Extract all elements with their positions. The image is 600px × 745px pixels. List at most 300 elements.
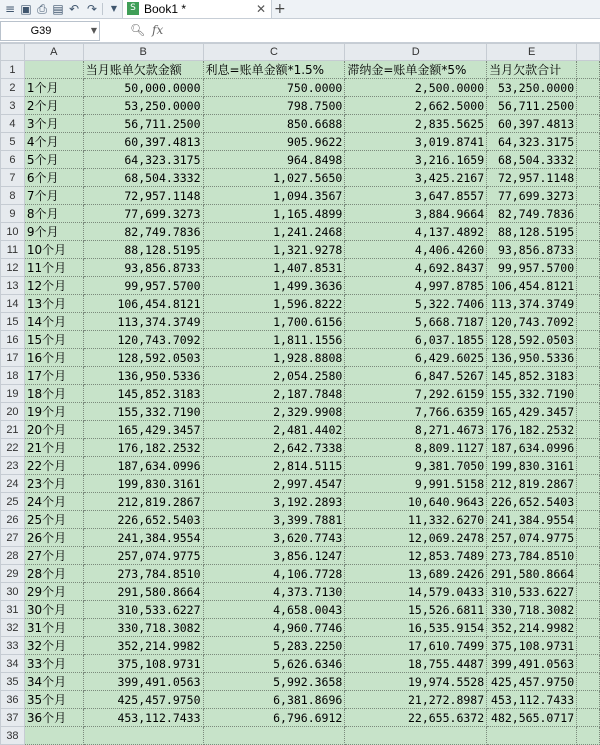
spreadsheet-grid[interactable] (0, 43, 600, 742)
cell-e[interactable]: 291,580.8664 (487, 565, 577, 583)
row-header[interactable]: 6 (1, 151, 25, 169)
cell-d[interactable]: 15,526.6811 (345, 601, 487, 619)
cell-e[interactable]: 60,397.4813 (487, 115, 577, 133)
cell-f[interactable] (577, 691, 600, 709)
cell-d[interactable]: 9,381.7050 (345, 457, 487, 475)
cell-e[interactable]: 145,852.3183 (487, 367, 577, 385)
cell-b[interactable]: 93,856.8733 (83, 259, 203, 277)
cell-a[interactable]: 34个月 (24, 673, 83, 691)
workbook-tab[interactable] (122, 0, 272, 18)
cell-c[interactable]: 6,796.6912 (203, 709, 345, 727)
table-row (1, 151, 600, 169)
cell-f[interactable] (577, 673, 600, 691)
cell-d[interactable]: 2,500.0000 (345, 79, 487, 97)
cell-c[interactable]: 2,329.9908 (203, 403, 345, 421)
cell-a[interactable]: 8个月 (24, 205, 83, 223)
cell-e[interactable]: 199,830.3161 (487, 457, 577, 475)
cell-f[interactable] (577, 187, 600, 205)
cell-f[interactable] (577, 241, 600, 259)
cell-b[interactable]: 136,950.5336 (83, 367, 203, 385)
cell-c[interactable] (203, 727, 345, 745)
row-header[interactable]: 28 (1, 547, 25, 565)
cell-f[interactable] (577, 205, 600, 223)
cell-f[interactable] (577, 313, 600, 331)
row-header[interactable]: 19 (1, 385, 25, 403)
row-header[interactable]: 18 (1, 367, 25, 385)
cell-d[interactable]: 11,332.6270 (345, 511, 487, 529)
cell-c[interactable]: 798.7500 (203, 97, 345, 115)
cell-d[interactable]: 12,853.7489 (345, 547, 487, 565)
cell-f[interactable] (577, 529, 600, 547)
row-header[interactable]: 23 (1, 457, 25, 475)
cell-b[interactable]: 310,533.6227 (83, 601, 203, 619)
cell-e[interactable]: 93,856.8733 (487, 241, 577, 259)
row-header[interactable]: 21 (1, 421, 25, 439)
cell-f[interactable] (577, 223, 600, 241)
cell-f[interactable] (577, 439, 600, 457)
cell-a[interactable]: 32个月 (24, 637, 83, 655)
cell-b[interactable]: 155,332.7190 (83, 403, 203, 421)
cell-f[interactable] (577, 385, 600, 403)
cell-d[interactable]: 4,406.4260 (345, 241, 487, 259)
cell-f[interactable] (577, 61, 600, 79)
cell-b[interactable]: 453,112.7433 (83, 709, 203, 727)
cell-a[interactable]: 9个月 (24, 223, 83, 241)
cell-a[interactable] (24, 61, 83, 79)
cell-f[interactable] (577, 457, 600, 475)
cell-d[interactable] (345, 727, 487, 745)
row-header[interactable]: 32 (1, 619, 25, 637)
select-all-corner[interactable] (1, 44, 25, 61)
cell-b[interactable]: 399,491.0563 (83, 673, 203, 691)
cell-a[interactable]: 22个月 (24, 457, 83, 475)
cell-b[interactable]: 64,323.3175 (83, 151, 203, 169)
cell-f[interactable] (577, 331, 600, 349)
cell-a[interactable] (24, 727, 83, 745)
cell-c[interactable]: 905.9622 (203, 133, 345, 151)
cell-e[interactable]: 453,112.7433 (487, 691, 577, 709)
redo-icon[interactable]: ↷ (86, 2, 98, 16)
cell-b[interactable]: 352,214.9982 (83, 637, 203, 655)
table-row (1, 673, 600, 691)
cell-c[interactable]: 1,321.9278 (203, 241, 345, 259)
cell-c[interactable]: 2,054.2580 (203, 367, 345, 385)
cell-e[interactable]: 187,634.0996 (487, 439, 577, 457)
cell-d[interactable]: 4,137.4892 (345, 223, 487, 241)
cell-d[interactable]: 3,216.1659 (345, 151, 487, 169)
cell-d[interactable]: 13,689.2426 (345, 565, 487, 583)
cell-b[interactable] (83, 727, 203, 745)
row-header[interactable]: 27 (1, 529, 25, 547)
row-header[interactable]: 4 (1, 115, 25, 133)
cell-e[interactable]: 120,743.7092 (487, 313, 577, 331)
cell-a[interactable]: 5个月 (24, 151, 83, 169)
row-header[interactable]: 17 (1, 349, 25, 367)
row-header[interactable]: 22 (1, 439, 25, 457)
cell-b[interactable]: 53,250.0000 (83, 97, 203, 115)
cell-c[interactable]: 750.0000 (203, 79, 345, 97)
cell-c[interactable]: 6,381.8696 (203, 691, 345, 709)
cell-e[interactable]: 77,699.3273 (487, 187, 577, 205)
cell-b[interactable]: 128,592.0503 (83, 349, 203, 367)
cell-c[interactable]: 5,992.3658 (203, 673, 345, 691)
cell-a[interactable]: 12个月 (24, 277, 83, 295)
cell-e[interactable]: 64,323.3175 (487, 133, 577, 151)
cell-d[interactable]: 4,997.8785 (345, 277, 487, 295)
cell-a[interactable]: 10个月 (24, 241, 83, 259)
cell-f[interactable] (577, 97, 600, 115)
cell-f[interactable] (577, 115, 600, 133)
new-tab-icon[interactable]: + (274, 1, 286, 17)
cell-d[interactable]: 17,610.7499 (345, 637, 487, 655)
cell-e[interactable]: 56,711.2500 (487, 97, 577, 115)
cell-e[interactable]: 53,250.0000 (487, 79, 577, 97)
row-header[interactable]: 20 (1, 403, 25, 421)
cell-c[interactable]: 850.6688 (203, 115, 345, 133)
cell-f[interactable] (577, 655, 600, 673)
table-row (1, 331, 600, 349)
cell-b[interactable]: 226,652.5403 (83, 511, 203, 529)
cell-a[interactable]: 27个月 (24, 547, 83, 565)
row-header[interactable]: 5 (1, 133, 25, 151)
row-header[interactable]: 13 (1, 277, 25, 295)
cell-a[interactable]: 11个月 (24, 259, 83, 277)
cell-b[interactable]: 187,634.0996 (83, 457, 203, 475)
cell-c[interactable]: 1,596.8222 (203, 295, 345, 313)
cell-e[interactable]: 165,429.3457 (487, 403, 577, 421)
cell-d[interactable]: 5,668.7187 (345, 313, 487, 331)
column-header-c[interactable]: C (203, 44, 345, 61)
cell-c[interactable]: 2,642.7338 (203, 439, 345, 457)
cell-c[interactable]: 2,997.4547 (203, 475, 345, 493)
cell-c[interactable]: 1,407.8531 (203, 259, 345, 277)
cell-d[interactable]: 8,809.1127 (345, 439, 487, 457)
cell-e[interactable]: 212,819.2867 (487, 475, 577, 493)
cell-e[interactable]: 当月欠款合计 (487, 61, 577, 79)
cell-c[interactable]: 3,192.2893 (203, 493, 345, 511)
cell-d[interactable]: 3,647.8557 (345, 187, 487, 205)
cell-d[interactable]: 6,847.5267 (345, 367, 487, 385)
cell-d[interactable]: 5,322.7406 (345, 295, 487, 313)
cell-c[interactable]: 3,620.7743 (203, 529, 345, 547)
formula-bar (0, 19, 600, 43)
cell-b[interactable]: 330,718.3082 (83, 619, 203, 637)
cell-f[interactable] (577, 709, 600, 727)
cell-b[interactable]: 425,457.9750 (83, 691, 203, 709)
cell-c[interactable]: 4,658.0043 (203, 601, 345, 619)
cell-b[interactable]: 106,454.8121 (83, 295, 203, 313)
row-header[interactable]: 1 (1, 61, 25, 79)
cell-e[interactable]: 72,957.1148 (487, 169, 577, 187)
cell-e[interactable]: 273,784.8510 (487, 547, 577, 565)
cell-a[interactable]: 6个月 (24, 169, 83, 187)
cell-b[interactable]: 当月账单欠款金额 (83, 61, 203, 79)
row-header[interactable]: 12 (1, 259, 25, 277)
magnifier-icon[interactable]: 🔍︎ (130, 23, 146, 37)
cell-e[interactable]: 82,749.7836 (487, 205, 577, 223)
cell-a[interactable]: 28个月 (24, 565, 83, 583)
row-header[interactable]: 7 (1, 169, 25, 187)
cell-c[interactable]: 1,027.5650 (203, 169, 345, 187)
cell-a[interactable]: 31个月 (24, 619, 83, 637)
cell-c[interactable]: 3,856.1247 (203, 547, 345, 565)
cell-f[interactable] (577, 169, 600, 187)
cell-a[interactable]: 19个月 (24, 403, 83, 421)
cell-c[interactable]: 1,241.2468 (203, 223, 345, 241)
table-row (1, 295, 600, 313)
cell-f[interactable] (577, 259, 600, 277)
cell-b[interactable]: 375,108.9731 (83, 655, 203, 673)
cell-a[interactable]: 33个月 (24, 655, 83, 673)
cell-b[interactable]: 99,957.5700 (83, 277, 203, 295)
cell-a[interactable]: 29个月 (24, 583, 83, 601)
table-row (1, 403, 600, 421)
cell-a[interactable]: 7个月 (24, 187, 83, 205)
cell-c[interactable]: 1,700.6156 (203, 313, 345, 331)
cell-f[interactable] (577, 295, 600, 313)
cell-d[interactable]: 2,835.5625 (345, 115, 487, 133)
print-preview-icon[interactable]: ▤ (52, 2, 64, 16)
name-box-dropdown-icon[interactable]: ▼ (90, 26, 97, 35)
cell-d[interactable]: 21,272.8987 (345, 691, 487, 709)
print-icon[interactable]: ⎙ (37, 2, 47, 16)
cell-f[interactable] (577, 151, 600, 169)
cell-a[interactable]: 1个月 (24, 79, 83, 97)
row-header[interactable]: 8 (1, 187, 25, 205)
cell-a[interactable]: 35个月 (24, 691, 83, 709)
cell-b[interactable]: 120,743.7092 (83, 331, 203, 349)
cell-e[interactable]: 257,074.9775 (487, 529, 577, 547)
row-header[interactable]: 25 (1, 493, 25, 511)
cell-b[interactable]: 60,397.4813 (83, 133, 203, 151)
column-header-e[interactable]: E (487, 44, 577, 61)
cell-a[interactable]: 18个月 (24, 385, 83, 403)
cell-b[interactable]: 50,000.0000 (83, 79, 203, 97)
cell-e[interactable]: 99,957.5700 (487, 259, 577, 277)
cell-e[interactable]: 68,504.3332 (487, 151, 577, 169)
cell-b[interactable]: 113,374.3749 (83, 313, 203, 331)
cell-f[interactable] (577, 547, 600, 565)
cell-c[interactable]: 1,811.1556 (203, 331, 345, 349)
cell-f[interactable] (577, 637, 600, 655)
column-header-f[interactable] (577, 44, 600, 61)
cell-f[interactable] (577, 565, 600, 583)
cell-d[interactable]: 10,640.9643 (345, 493, 487, 511)
cell-f[interactable] (577, 349, 600, 367)
row-header[interactable]: 24 (1, 475, 25, 493)
customize-dropdown-icon[interactable]: ▼ (110, 4, 118, 13)
cell-d[interactable]: 3,019.8741 (345, 133, 487, 151)
cell-a[interactable]: 2个月 (24, 97, 83, 115)
row-header[interactable]: 2 (1, 79, 25, 97)
row-header[interactable]: 14 (1, 295, 25, 313)
cell-c[interactable]: 利息=账单金额*1.5% (203, 61, 345, 79)
row-header[interactable]: 3 (1, 97, 25, 115)
cell-d[interactable]: 9,991.5158 (345, 475, 487, 493)
cell-e[interactable]: 399,491.0563 (487, 655, 577, 673)
cell-b[interactable]: 241,384.9554 (83, 529, 203, 547)
row-header[interactable]: 36 (1, 691, 25, 709)
cell-f[interactable] (577, 277, 600, 295)
cell-b[interactable]: 257,074.9775 (83, 547, 203, 565)
cell-a[interactable]: 15个月 (24, 331, 83, 349)
cell-d[interactable]: 4,692.8437 (345, 259, 487, 277)
cell-c[interactable]: 4,373.7130 (203, 583, 345, 601)
row-header[interactable]: 10 (1, 223, 25, 241)
column-header-b[interactable]: B (83, 44, 203, 61)
cell-c[interactable]: 1,499.3636 (203, 277, 345, 295)
table-row (1, 313, 600, 331)
cell-a[interactable]: 3个月 (24, 115, 83, 133)
cell-c[interactable]: 1,094.3567 (203, 187, 345, 205)
row-header[interactable]: 15 (1, 313, 25, 331)
row-header[interactable]: 38 (1, 727, 25, 745)
cell-a[interactable]: 20个月 (24, 421, 83, 439)
cell-b[interactable]: 165,429.3457 (83, 421, 203, 439)
cell-d[interactable]: 6,037.1855 (345, 331, 487, 349)
cell-a[interactable]: 4个月 (24, 133, 83, 151)
cell-d[interactable]: 7,766.6359 (345, 403, 487, 421)
table-row (1, 547, 600, 565)
cell-d[interactable]: 22,655.6372 (345, 709, 487, 727)
cell-e[interactable]: 310,533.6227 (487, 583, 577, 601)
cell-a[interactable]: 21个月 (24, 439, 83, 457)
cell-b[interactable]: 145,852.3183 (83, 385, 203, 403)
cell-e[interactable]: 136,950.5336 (487, 349, 577, 367)
cell-d[interactable]: 16,535.9154 (345, 619, 487, 637)
row-header[interactable]: 11 (1, 241, 25, 259)
cell-d[interactable]: 6,429.6025 (345, 349, 487, 367)
row-header[interactable]: 30 (1, 583, 25, 601)
row-header[interactable]: 35 (1, 673, 25, 691)
cell-f[interactable] (577, 619, 600, 637)
table-row (1, 709, 600, 727)
cell-a[interactable]: 25个月 (24, 511, 83, 529)
cell-c[interactable]: 3,399.7881 (203, 511, 345, 529)
cell-f[interactable] (577, 601, 600, 619)
cell-b[interactable]: 77,699.3273 (83, 205, 203, 223)
cell-e[interactable]: 128,592.0503 (487, 331, 577, 349)
cell-d[interactable]: 19,974.5528 (345, 673, 487, 691)
cell-f[interactable] (577, 403, 600, 421)
cell-e[interactable]: 352,214.9982 (487, 619, 577, 637)
table-row (1, 61, 600, 79)
cell-b[interactable]: 176,182.2532 (83, 439, 203, 457)
cell-f[interactable] (577, 493, 600, 511)
cell-f[interactable] (577, 511, 600, 529)
column-header-a[interactable]: A (24, 44, 83, 61)
function-icon[interactable]: fx (152, 23, 164, 37)
cell-e[interactable]: 88,128.5195 (487, 223, 577, 241)
cell-a[interactable]: 13个月 (24, 295, 83, 313)
cell-a[interactable]: 17个月 (24, 367, 83, 385)
cell-e[interactable]: 226,652.5403 (487, 493, 577, 511)
cell-d[interactable]: 12,069.2478 (345, 529, 487, 547)
cell-e[interactable]: 106,454.8121 (487, 277, 577, 295)
row-header[interactable]: 26 (1, 511, 25, 529)
cell-a[interactable]: 30个月 (24, 601, 83, 619)
cell-f[interactable] (577, 367, 600, 385)
undo-icon[interactable]: ↶ (68, 2, 80, 16)
cell-f[interactable] (577, 421, 600, 439)
cell-d[interactable]: 7,292.6159 (345, 385, 487, 403)
cell-d[interactable]: 滞纳金=账单金额*5% (345, 61, 487, 79)
row-header[interactable]: 31 (1, 601, 25, 619)
cell-e[interactable]: 330,718.3082 (487, 601, 577, 619)
cell-c[interactable]: 1,165.4899 (203, 205, 345, 223)
cell-e[interactable]: 482,565.0717 (487, 709, 577, 727)
close-tab-icon[interactable]: ✕ (256, 2, 267, 16)
cell-c[interactable]: 2,814.5115 (203, 457, 345, 475)
cell-a[interactable]: 36个月 (24, 709, 83, 727)
cell-b[interactable]: 68,504.3332 (83, 169, 203, 187)
cell-a[interactable]: 26个月 (24, 529, 83, 547)
menu-icon[interactable]: ≡ (4, 2, 16, 16)
cell-c[interactable]: 5,283.2250 (203, 637, 345, 655)
cell-e[interactable]: 425,457.9750 (487, 673, 577, 691)
cell-f[interactable] (577, 727, 600, 745)
cell-c[interactable]: 964.8498 (203, 151, 345, 169)
cell-b[interactable]: 212,819.2867 (83, 493, 203, 511)
cell-e[interactable]: 176,182.2532 (487, 421, 577, 439)
cell-c[interactable]: 4,106.7728 (203, 565, 345, 583)
cell-c[interactable]: 2,187.7848 (203, 385, 345, 403)
cell-d[interactable]: 2,662.5000 (345, 97, 487, 115)
cell-e[interactable]: 375,108.9731 (487, 637, 577, 655)
table-row (1, 583, 600, 601)
cell-b[interactable]: 199,830.3161 (83, 475, 203, 493)
row-header[interactable]: 29 (1, 565, 25, 583)
name-box[interactable] (0, 21, 100, 41)
cell-c[interactable]: 2,481.4402 (203, 421, 345, 439)
row-header[interactable]: 16 (1, 331, 25, 349)
cell-d[interactable]: 3,884.9664 (345, 205, 487, 223)
cell-b[interactable]: 88,128.5195 (83, 241, 203, 259)
cell-c[interactable]: 1,928.8808 (203, 349, 345, 367)
cell-b[interactable]: 72,957.1148 (83, 187, 203, 205)
save-icon[interactable]: ▣ (20, 2, 32, 16)
cell-e[interactable]: 113,374.3749 (487, 295, 577, 313)
cell-c[interactable]: 4,960.7746 (203, 619, 345, 637)
cell-b[interactable]: 291,580.8664 (83, 583, 203, 601)
cell-d[interactable]: 14,579.0433 (345, 583, 487, 601)
cell-c[interactable]: 5,626.6346 (203, 655, 345, 673)
cell-a[interactable]: 14个月 (24, 313, 83, 331)
cell-a[interactable]: 16个月 (24, 349, 83, 367)
row-header[interactable]: 34 (1, 655, 25, 673)
cell-e[interactable]: 241,384.9554 (487, 511, 577, 529)
cell-b[interactable]: 56,711.2500 (83, 115, 203, 133)
cell-f[interactable] (577, 79, 600, 97)
cell-f[interactable] (577, 475, 600, 493)
row-header[interactable]: 37 (1, 709, 25, 727)
cell-d[interactable]: 3,425.2167 (345, 169, 487, 187)
cell-d[interactable]: 8,271.4673 (345, 421, 487, 439)
cell-f[interactable] (577, 583, 600, 601)
cell-b[interactable]: 273,784.8510 (83, 565, 203, 583)
cell-a[interactable]: 23个月 (24, 475, 83, 493)
cell-f[interactable] (577, 133, 600, 151)
cell-e[interactable]: 155,332.7190 (487, 385, 577, 403)
table-row (1, 385, 600, 403)
cell-e[interactable] (487, 727, 577, 745)
row-header[interactable]: 9 (1, 205, 25, 223)
cell-d[interactable]: 18,755.4487 (345, 655, 487, 673)
row-header[interactable]: 33 (1, 637, 25, 655)
cell-a[interactable]: 24个月 (24, 493, 83, 511)
cell-b[interactable]: 82,749.7836 (83, 223, 203, 241)
column-header-d[interactable]: D (345, 44, 487, 61)
